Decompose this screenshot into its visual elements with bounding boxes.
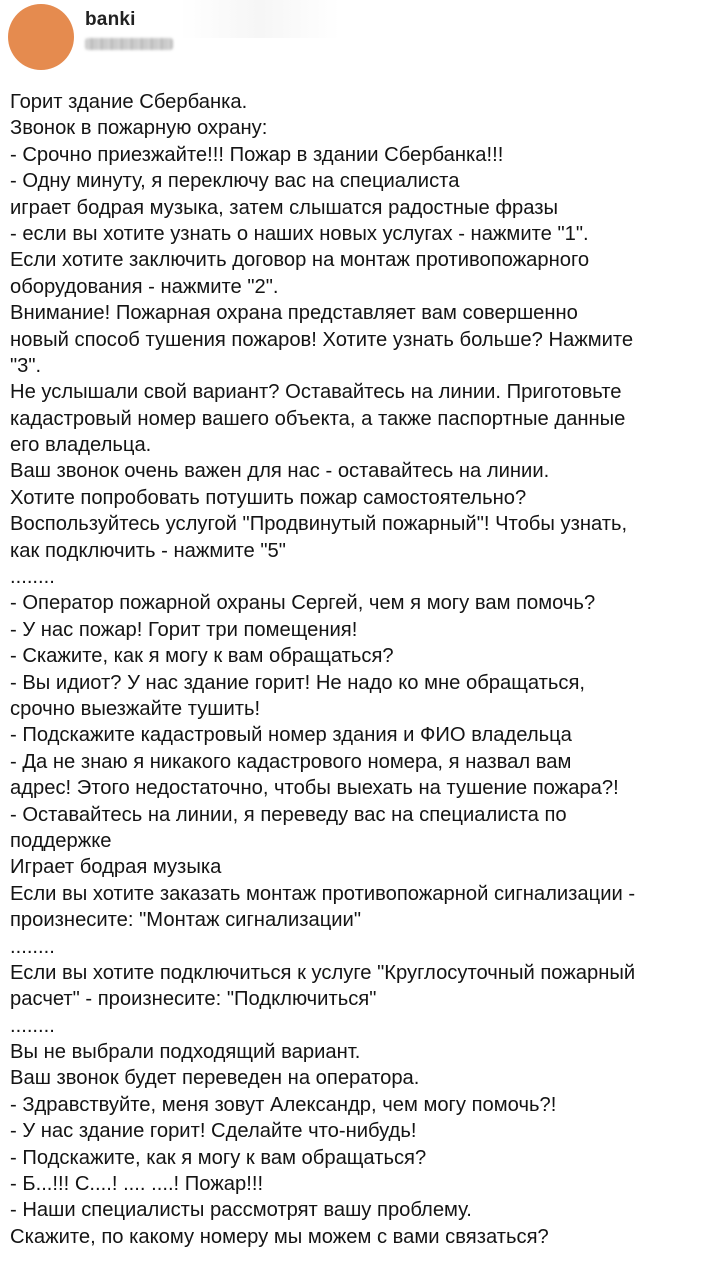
- post-line: ........: [10, 1014, 55, 1037]
- avatar[interactable]: [8, 4, 74, 70]
- post-line: срочно выезжайте тушить!: [10, 697, 261, 720]
- post-line: Не услышали свой вариант? Оставайтесь на линии. Приготовьте: [10, 381, 622, 404]
- post-line: - Наши специалисты рассмотрят вашу проблему.: [10, 1199, 472, 1222]
- post-line: "3".: [10, 354, 42, 377]
- post-line: Внимание! Пожарная охрана представляет вам совершенно: [10, 302, 578, 325]
- post-line: - Оставайтесь на линии, я переведу вас на специалиста по: [10, 803, 567, 826]
- post-line: - Одну минуту, я переключу вас на специалиста: [10, 170, 460, 193]
- header-fade: [180, 0, 340, 38]
- post-line: Хотите попробовать потушить пожар самостоятельно?: [10, 486, 527, 509]
- post-line: ........: [10, 935, 55, 958]
- post-line: - Подскажите, как я могу к вам обращаться?: [10, 1146, 427, 1169]
- post-line: - Срочно приезжайте!!! Пожар в здании Сбербанка!!!: [10, 143, 504, 166]
- post-line: Если хотите заключить договор на монтаж противопожарного: [10, 249, 590, 272]
- author-name[interactable]: banki: [85, 9, 136, 30]
- post-line: как подключить - нажмите "5": [10, 539, 286, 562]
- post-line: Вы не выбрали подходящий вариант.: [10, 1041, 361, 1064]
- post-line: играет бодрая музыка, затем слышатся радостные фразы: [10, 196, 558, 219]
- post-line: кадастровый номер вашего объекта, а также паспортные данные: [10, 407, 626, 430]
- post-body: [10, 89, 710, 1250]
- post-line: - У нас здание горит! Сделайте что-нибудь!: [10, 1120, 417, 1143]
- post-line: Ваш звонок будет переведен на оператора.: [10, 1067, 420, 1090]
- post-line: - Б...!!! С....! .... ....! Пожар!!!: [10, 1173, 264, 1196]
- post-line: Ваш звонок очень важен для нас - оставайтесь на линии.: [10, 460, 550, 483]
- post-line: поддержке: [10, 829, 112, 852]
- post-line: - Подскажите кадастровый номер здания и ФИО владельца: [10, 724, 572, 747]
- post-line: - Оператор пожарной охраны Сергей, чем я могу вам помочь?: [10, 592, 596, 615]
- post-line: Если вы хотите заказать монтаж противопожарной сигнализации -: [10, 882, 636, 905]
- post-line: его владельца.: [10, 434, 152, 457]
- post-line: произнесите: "Монтаж сигнализации": [10, 909, 362, 932]
- post-line: ........: [10, 566, 55, 589]
- post-line: Звонок в пожарную охрану:: [10, 117, 268, 140]
- post-line: - Здравствуйте, меня зовут Александр, чем могу помочь?!: [10, 1093, 557, 1116]
- post-line: - Вы идиот? У нас здание горит! Не надо ко мне обращаться,: [10, 671, 586, 694]
- post-line: новый способ тушения пожаров! Хотите узнать больше? Нажмите: [10, 328, 634, 351]
- post-line: - Скажите, как я могу к вам обращаться?: [10, 645, 394, 668]
- post-line: - Да не знаю я никакого кадастрового номера, я назвал вам: [10, 750, 572, 773]
- post-line: Играет бодрая музыка: [10, 856, 222, 879]
- post-header: [0, 0, 716, 80]
- post-line: оборудования - нажмите "2".: [10, 275, 279, 298]
- post-line: - У нас пожар! Горит три помещения!: [10, 618, 358, 641]
- post-line: адрес! Этого недостаточно, чтобы выехать на тушение пожара?!: [10, 777, 619, 800]
- post-line: Если вы хотите подключиться к услуге "Круглосуточный пожарный: [10, 961, 636, 984]
- post-line: - если вы хотите узнать о наших новых услугах - нажмите "1".: [10, 222, 589, 245]
- post-line: Скажите, по какому номеру мы можем с вами связаться?: [10, 1225, 549, 1248]
- post-line: Воспользуйтесь услугой "Продвинутый пожарный"! Чтобы узнать,: [10, 513, 628, 536]
- post-line: Горит здание Сбербанка.: [10, 91, 248, 113]
- post-line: расчет" - произнесите: "Подключиться": [10, 988, 377, 1011]
- blurred-subtitle: [85, 38, 173, 50]
